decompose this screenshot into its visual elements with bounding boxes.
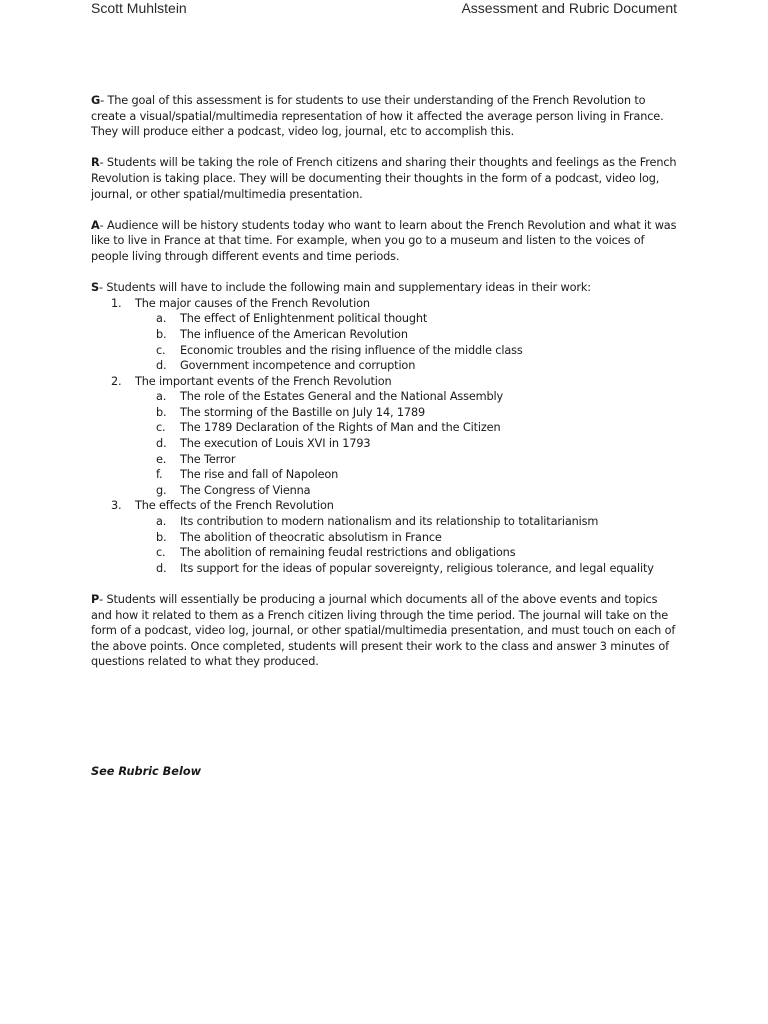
audience-text: - Audience will be history students today who want to learn about the French Revolution and what it was like to live in France at that time. For example, when you go to a museum and listen to the voices of people living through different events and time periods. [91,218,677,263]
sub-item-label: The Congress of Vienna [180,483,311,497]
audience-letter: A [91,218,100,232]
sub-list-item [91,530,681,546]
sub-item-label: The Terror [180,452,236,466]
sub-item-label: The rise and fall of Napoleon [180,468,339,482]
sub-list-item [91,420,681,436]
sub-marker: d. [156,561,167,575]
situation-intro-text: - Students will have to include the following main and supplementary ideas in their work: [99,281,591,295]
list-item-effects [91,498,681,514]
sub-list-item [91,389,681,405]
sub-list-item [91,343,681,359]
product-text: - Students will essentially be producing a journal which documents all of the above events and topics and how it related to them as a French citizen living through the time period. The journal will take on the form of a podcast, video log, journal, or other spatial/multimedia presentation, and must touch on each of the above points. Once completed, students will present their work to the class and answer 3 minutes of questions related to what they produced. [91,593,676,669]
sub-list-item [91,545,681,561]
role-paragraph [91,155,681,202]
sub-item-label: Its support for the ideas of popular sovereignty, religious tolerance, and legal equality [180,561,654,575]
sub-item-label: Government incompetence and corruption [180,359,416,373]
page-header [91,0,677,18]
sub-list-item [91,358,681,374]
sub-list-item [91,405,681,421]
list-item-label: The effects of the French Revolution [135,499,334,513]
list-marker: 3. [111,499,122,513]
sub-marker: c. [156,343,166,357]
sub-marker: d. [156,359,167,373]
situation-intro [91,280,681,296]
author-name: Scott Muhlstein [91,0,187,16]
sub-item-label: The abolition of theocratic absolutism in France [180,530,442,544]
sub-marker: c. [156,546,166,560]
list-marker: 2. [111,374,122,388]
grasps-content [91,93,681,670]
sub-item-label: The execution of Louis XVI in 1793 [180,437,371,451]
sub-list-item [91,452,681,468]
document-title: Assessment and Rubric Document [461,0,677,16]
product-letter: P [91,593,100,606]
ideas-list [91,296,681,577]
sub-list-item [91,467,681,483]
list-item-label: The major causes of the French Revolution [135,296,370,310]
situation-section [91,280,681,576]
sub-list-item [91,436,681,452]
goal-paragraph [91,93,681,140]
sub-list-item [91,483,681,499]
sub-marker: a. [156,312,167,326]
sub-list-item [91,514,681,530]
sub-marker: a. [156,390,167,404]
list-item-label: The important events of the French Revolution [135,374,392,388]
sub-marker: d. [156,437,167,451]
sub-list-item [91,327,681,343]
sub-item-label: The influence of the American Revolution [180,327,408,341]
list-marker: 1. [111,296,122,310]
sub-item-label: The abolition of remaining feudal restrictions and obligations [180,546,516,560]
sub-item-label: The role of the Estates General and the National Assembly [180,390,504,404]
role-text: - Students will be taking the role of French citizens and sharing their thoughts and feelings as the French Revolution is taking place. They will be documenting their thoughts in the form of a podcast, video log, journal, or other spatial/multimedia presentation. [91,156,677,201]
sub-item-label: The 1789 Declaration of the Rights of Man and the Citizen [180,421,501,435]
goal-text: - The goal of this assessment is for students to use their understanding of the French Revolution to create a visual/spatial/multimedia representation of how it affected the average person living in France. They will produce either a podcast, video log, journal, etc to accomplish this. [91,94,664,139]
sub-marker: g. [156,483,167,497]
sub-list-item [91,561,681,577]
role-letter: R [91,156,100,170]
goal-letter: G [91,94,101,107]
audience-paragraph [91,218,681,265]
sub-marker: b. [156,327,167,341]
sub-marker: b. [156,530,167,544]
sub-marker: a. [156,515,167,529]
sub-marker: c. [156,421,166,435]
sub-item-label: Its contribution to modern nationalism and its relationship to totalitarianism [180,515,599,529]
sub-item-label: The storming of the Bastille on July 14, 1789 [180,405,426,419]
see-rubric-note: See Rubric Below [91,765,202,778]
sub-item-label: The effect of Enlightenment political thought [180,312,428,326]
product-paragraph [91,592,681,670]
sub-marker: f. [156,468,163,482]
list-item-events [91,374,681,390]
list-item-causes [91,296,681,312]
situation-letter: S [91,281,99,295]
sub-list-item [91,311,681,327]
sub-item-label: Economic troubles and the rising influence of the middle class [180,343,523,357]
sub-marker: e. [156,452,167,466]
sub-marker: b. [156,405,167,419]
